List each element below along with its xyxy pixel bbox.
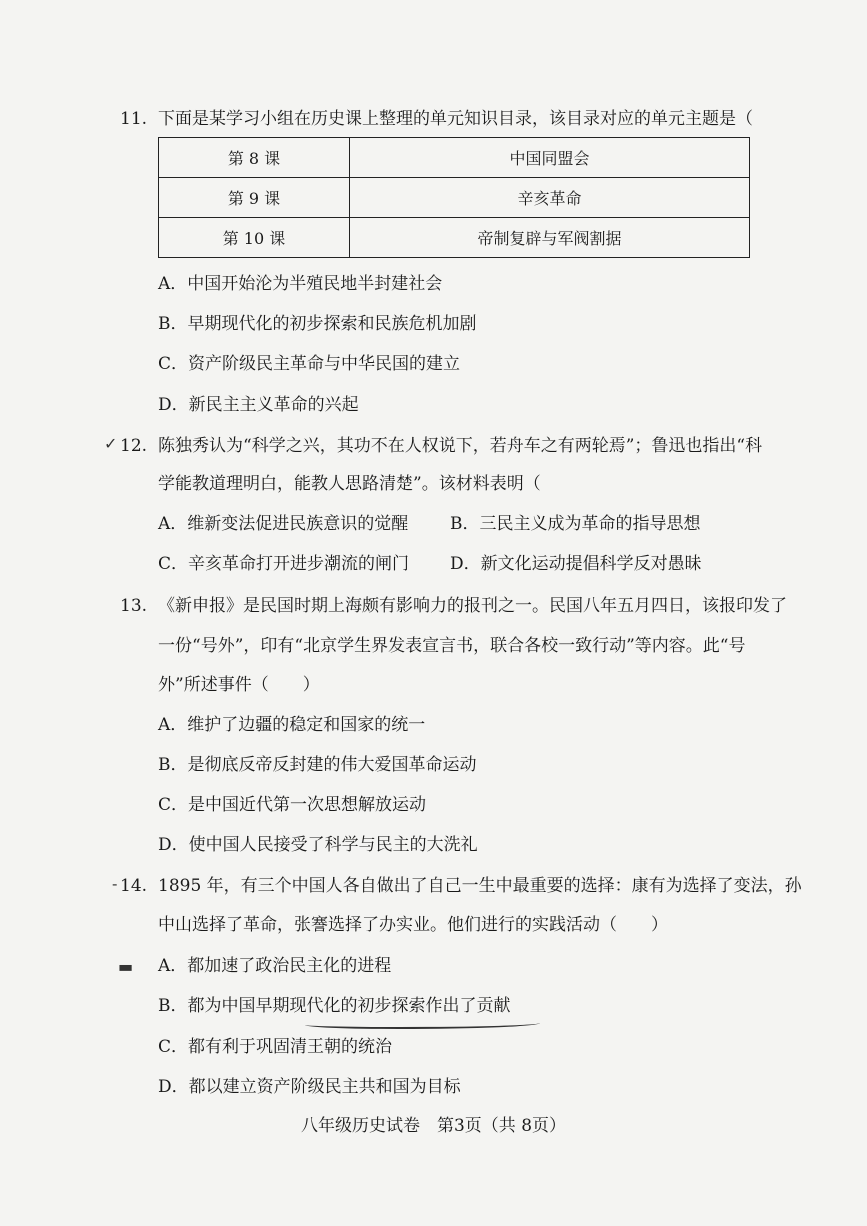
q11-option-b[interactable]: B．早期现代化的初步探索和民族危机加剧 bbox=[158, 314, 477, 334]
unit-table bbox=[158, 137, 750, 258]
pen-underline-mark bbox=[305, 1019, 540, 1029]
q12-option-b[interactable]: B．三民主义成为革命的指导思想 bbox=[450, 514, 701, 534]
q11-option-c[interactable]: C．资产阶级民主革命与中华民国的建立 bbox=[158, 354, 461, 374]
lesson-cell: 第 8 课 bbox=[159, 138, 350, 178]
question-13-stem-cont: 外”所述事件（ ） bbox=[158, 675, 320, 695]
q13-option-d[interactable]: D．使中国人民接受了科学与民主的大洗礼 bbox=[158, 835, 478, 855]
topic-cell: 辛亥革命 bbox=[350, 178, 750, 218]
question-11-stem: 11. 下面是某学习小组在历史课上整理的单元知识目录，该目录对应的单元主题是（ bbox=[120, 109, 753, 129]
q14-option-a[interactable]: A．都加速了政治民主化的进程 bbox=[158, 956, 392, 976]
pen-scribble-mark: ▬ bbox=[118, 957, 132, 976]
q14-option-c[interactable]: C．都有利于巩固清王朝的统治 bbox=[158, 1037, 393, 1057]
q12-option-a[interactable]: A．维新变法促进民族意识的觉醒 bbox=[158, 514, 409, 534]
question-13-stem-cont: 一份“号外”，印有“北京学生界发表宣言书，联合各校一致行动”等内容。此“号 bbox=[158, 636, 746, 656]
table-row bbox=[159, 138, 750, 178]
topic-cell: 帝制复辟与军阀割据 bbox=[350, 218, 750, 258]
page-footer: 八年级历史试卷 第3页（共 8页） bbox=[300, 1116, 567, 1136]
lesson-cell: 第 9 课 bbox=[159, 178, 350, 218]
q12-option-c[interactable]: C．辛亥革命打开进步潮流的闸门 bbox=[158, 554, 410, 574]
question-12-stem: 12. 陈独秀认为“科学之兴，其功不在人权说下，若舟车之有两轮焉”；鲁迅也指出“科 bbox=[120, 436, 763, 456]
question-number: 14. bbox=[120, 876, 148, 896]
table-row bbox=[159, 178, 750, 218]
question-13-stem: 13. 《新申报》是民国时期上海颇有影响力的报刊之一。民国八年五月四日，该报印发了 bbox=[120, 596, 787, 616]
q13-option-c[interactable]: C．是中国近代第一次思想解放运动 bbox=[158, 795, 427, 815]
table-row bbox=[159, 218, 750, 258]
question-14-stem: 14. 1895 年，有三个中国人各自做出了自己一生中最重要的选择：康有为选择了变法，孙 bbox=[120, 876, 802, 896]
question-number: 12. bbox=[120, 436, 148, 456]
topic-cell: 中国同盟会 bbox=[350, 138, 750, 178]
question-number: 13. bbox=[120, 596, 148, 616]
pen-check-mark: ✓ bbox=[104, 434, 118, 453]
question-number: 11. bbox=[120, 109, 148, 129]
q12-option-d[interactable]: D．新文化运动提倡科学反对愚昧 bbox=[450, 554, 702, 574]
pen-dash-mark: - bbox=[112, 874, 118, 893]
question-12-stem-cont: 学能教道理明白，能教人思路清楚”。该材料表明（ bbox=[158, 474, 541, 494]
question-14-stem-cont: 中山选择了革命，张謇选择了办实业。他们进行的实践活动（ ） bbox=[158, 915, 668, 935]
lesson-cell: 第 10 课 bbox=[159, 218, 350, 258]
q14-option-b[interactable]: B．都为中国早期现代化的初步探索作出了贡献 bbox=[158, 996, 511, 1016]
q13-option-a[interactable]: A．维护了边疆的稳定和国家的统一 bbox=[158, 715, 426, 735]
q14-option-d[interactable]: D．都以建立资产阶级民主共和国为目标 bbox=[158, 1077, 461, 1097]
q11-option-a[interactable]: A．中国开始沦为半殖民地半封建社会 bbox=[158, 274, 443, 294]
q13-option-b[interactable]: B．是彻底反帝反封建的伟大爱国革命运动 bbox=[158, 755, 477, 775]
q11-option-d[interactable]: D．新民主主义革命的兴起 bbox=[158, 395, 359, 415]
